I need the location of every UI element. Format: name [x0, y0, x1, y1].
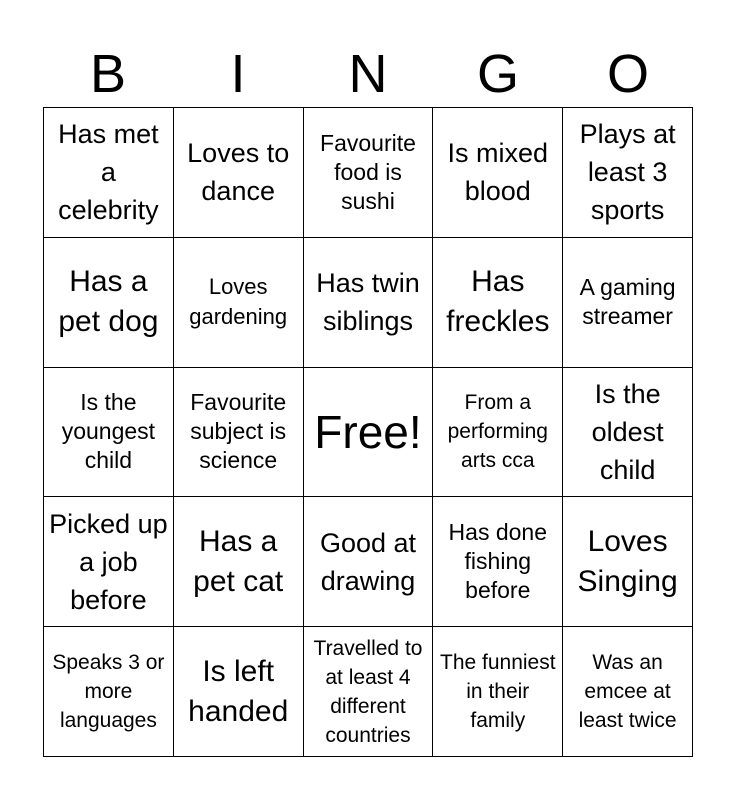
bingo-cell[interactable]: [563, 238, 693, 368]
cell-text: Is mixed blood: [447, 138, 549, 207]
cell-text: Is the oldest child: [591, 378, 664, 485]
header-letter-n: N: [348, 44, 388, 104]
cell-text: Has freckles: [446, 265, 550, 339]
bingo-cell[interactable]: [563, 368, 693, 498]
header-letter-g: G: [476, 44, 519, 104]
cell-text: Favourite food is sushi: [320, 129, 416, 214]
bingo-cell[interactable]: [174, 238, 304, 368]
header-letter-o: O: [606, 44, 649, 104]
bingo-cell[interactable]: [433, 108, 563, 238]
cell-text: Has done fishing before: [448, 519, 548, 604]
bingo-cell[interactable]: [44, 497, 174, 627]
bingo-cell[interactable]: [433, 238, 563, 368]
bingo-cell-free[interactable]: [304, 368, 434, 498]
bingo-header: [43, 40, 693, 108]
bingo-cell[interactable]: [563, 497, 693, 627]
cell-text: Plays at least 3 sports: [579, 119, 676, 226]
cell-text: Favourite subject is science: [190, 389, 287, 474]
bingo-cell[interactable]: [304, 627, 434, 757]
cell-text: From a performing arts cca: [447, 391, 548, 473]
cell-text: Loves Singing: [577, 524, 678, 598]
cell-text: The funniest in their family: [440, 651, 556, 733]
bingo-cell[interactable]: [433, 368, 563, 498]
cell-text: Is left handed: [188, 654, 289, 728]
bingo-cell[interactable]: [174, 368, 304, 498]
header-letter-i: I: [230, 44, 246, 104]
free-space-text: Free!: [314, 405, 422, 458]
cell-text: Good at drawing: [319, 527, 417, 596]
bingo-cell[interactable]: [44, 108, 174, 238]
bingo-cell[interactable]: [304, 108, 434, 238]
cell-text: Loves gardening: [189, 274, 288, 330]
cell-text: Is the youngest child: [61, 389, 156, 474]
cell-text: Loves to dance: [187, 138, 290, 207]
bingo-cell[interactable]: [433, 497, 563, 627]
cell-text: Has a pet dog: [58, 265, 159, 339]
bingo-cell[interactable]: [304, 238, 434, 368]
bingo-cell[interactable]: [44, 627, 174, 757]
bingo-cell[interactable]: [44, 368, 174, 498]
cell-text: Travelled to at least 4 different countries: [313, 636, 423, 747]
bingo-cell[interactable]: [563, 627, 693, 757]
cell-text: Has a pet cat: [193, 524, 284, 598]
bingo-cell[interactable]: [304, 497, 434, 627]
bingo-cell[interactable]: [174, 627, 304, 757]
bingo-grid: [43, 107, 693, 757]
bingo-cell[interactable]: [174, 108, 304, 238]
bingo-cell[interactable]: [174, 497, 304, 627]
cell-text: Has met a celebrity: [58, 119, 159, 226]
bingo-cell[interactable]: [44, 238, 174, 368]
cell-text: Has twin siblings: [316, 268, 420, 337]
cell-text: A gaming streamer: [579, 274, 676, 330]
bingo-cell[interactable]: [563, 108, 693, 238]
header-letter-b: B: [89, 44, 127, 104]
cell-text: Speaks 3 or more languages: [52, 651, 165, 733]
bingo-cell[interactable]: [433, 627, 563, 757]
cell-text: Was an emcee at least twice: [578, 651, 677, 733]
cell-text: Picked up a job before: [49, 508, 168, 615]
